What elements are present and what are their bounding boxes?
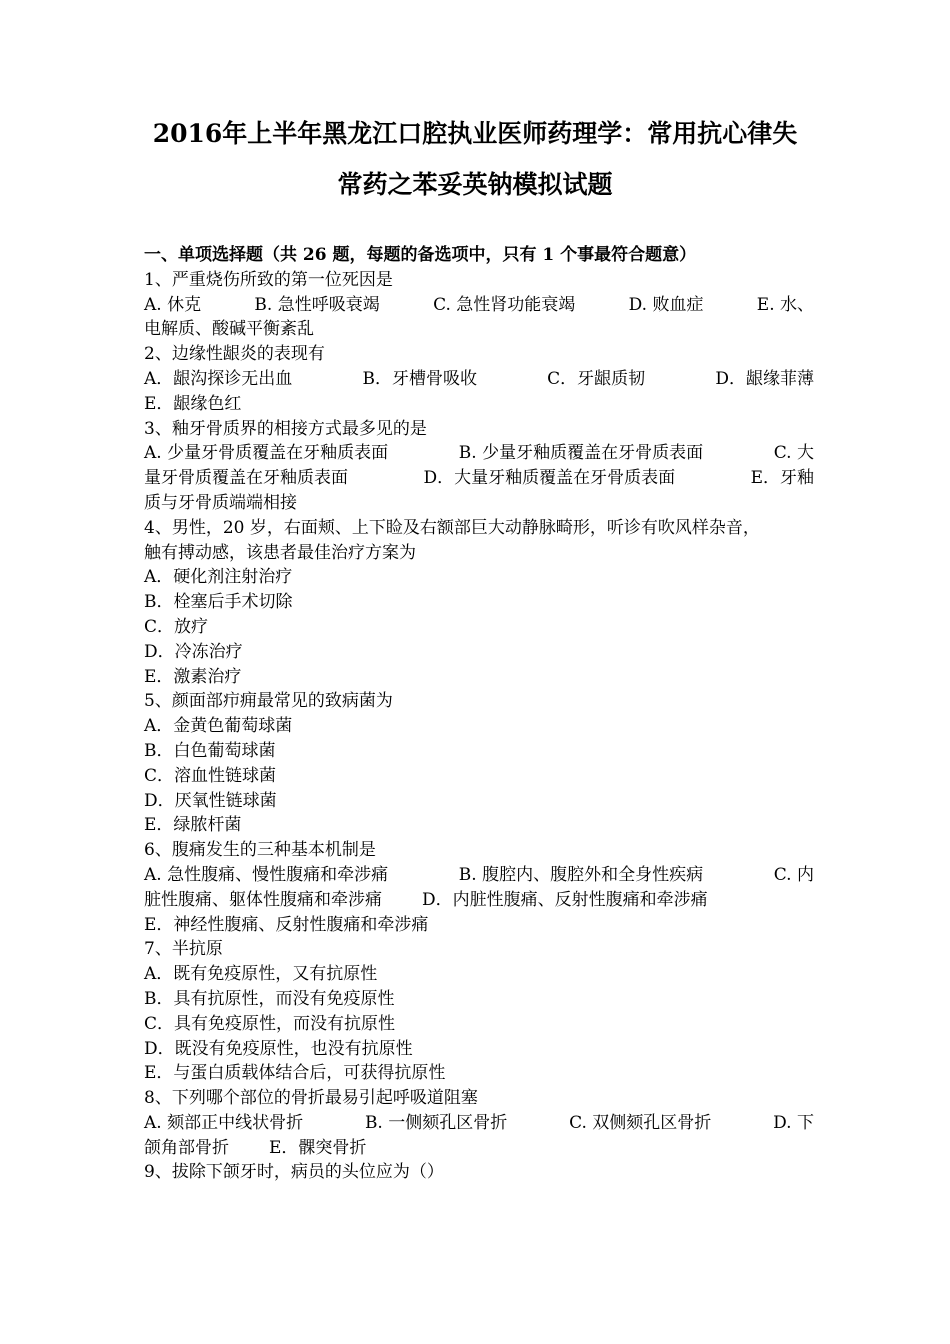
question-6-options-cont [144,888,814,913]
question-6-stem: 6、腹痛发生的三种基本机制是 [144,840,376,861]
option-a: A. 急性腹痛、慢性腹痛和牵涉痛 [144,864,389,885]
option-c: C. 内 [773,864,814,885]
option-d: D．冷冻治疗 [144,641,243,662]
document-title-line1: 2016年上半年黑龙江口腔执业医师药理学：常用抗心律失 [152,119,798,148]
option-b: B. 急性呼吸衰竭 [254,294,380,315]
question-1-stem: 1、严重烧伤所致的第一位死因是 [144,269,393,290]
option-b: B．栓塞后手术切除 [144,592,293,613]
question-1-options-cont: 电解质、酸碱平衡紊乱 [144,319,314,340]
option-b: B. 一侧颏孔区骨折 [364,1112,508,1133]
option-e: E．绿脓杆菌 [144,815,242,836]
document-title-line2: 常药之苯妥英钠模拟试题 [337,170,613,199]
option-c: C．放疗 [144,616,209,637]
option-e: E．龈缘色红 [144,393,242,414]
option-d: D．内脏性腹痛、反射性腹痛和牵涉痛 [422,889,708,910]
question-3-options-cont [144,466,814,491]
option-b: B. 腹腔内、腹腔外和全身性疾病 [458,864,704,885]
question-7-stem: 7、半抗原 [144,939,223,960]
option-c: C. 急性肾功能衰竭 [433,294,576,315]
option-c: C．牙龈质韧 [547,368,646,389]
question-2-options [144,367,814,392]
option-a: A．硬化剂注射治疗 [144,567,293,588]
option-c: C. 双侧颏孔区骨折 [569,1112,712,1133]
option-c: C．溶血性链球菌 [144,765,277,786]
question-2-stem: 2、边缘性龈炎的表现有 [144,344,325,365]
option-e: E．与蛋白质载体结合后，可获得抗原性 [144,1063,446,1084]
question-1-options [144,293,814,318]
question-3-stem: 3、釉牙骨质界的相接方式最多见的是 [144,418,427,439]
document-body [144,243,814,1185]
option-e: E．牙釉 [750,468,814,489]
option-a: A．龈沟探诊无出血 [144,368,293,389]
question-9-stem: 9、拔除下颌牙时，病员的头位应为（） [144,1162,444,1183]
option-a: A. 休克 [144,294,202,315]
option-b: B．具有抗原性，而没有免疫原性 [144,988,395,1009]
option-b: B．牙槽骨吸收 [362,368,477,389]
question-8-stem: 8、下列哪个部位的骨折最易引起呼吸道阻塞 [144,1088,478,1109]
question-3-options [144,441,814,466]
option-c: C. 大 [773,443,814,464]
option-d: D. 下 [773,1112,814,1133]
option-e-cont: 质与牙骨质端端相接 [144,492,297,513]
option-b: B. 少量牙釉质覆盖在牙骨质表面 [458,443,704,464]
option-a: A. 颏部正中线状骨折 [144,1112,304,1133]
option-a: A. 少量牙骨质覆盖在牙釉质表面 [144,443,389,464]
question-5-stem: 5、颜面部疖痈最常见的致病菌为 [144,691,393,712]
section-heading: 一、单项选择题（共 26 题，每题的备选项中，只有 1 个事最符合题意） [144,245,697,265]
option-d: D．既没有免疫原性，也没有抗原性 [144,1038,413,1059]
option-e: E．神经性腹痛、反射性腹痛和牵涉痛 [144,914,429,935]
option-e: E．激素治疗 [144,666,242,687]
question-8-options [144,1111,814,1136]
question-8-options-cont [144,1136,814,1161]
option-c: C．具有免疫原性，而没有抗原性 [144,1013,396,1034]
option-e: E．髁突骨折 [269,1137,367,1158]
option-a: A．金黄色葡萄球菌 [144,716,293,737]
option-c-cont: 脏性腹痛、躯体性腹痛和牵涉痛 [144,889,382,910]
option-d: D．大量牙釉质覆盖在牙骨质表面 [423,468,676,489]
option-b: B．白色葡萄球菌 [144,740,276,761]
option-d: D．厌氧性链球菌 [144,790,277,811]
question-4-stem-cont: 触有搏动感，该患者最佳治疗方案为 [144,542,416,563]
option-d-cont: 颌角部骨折 [144,1137,229,1158]
option-d: D. 败血症 [628,294,704,315]
question-6-options [144,863,814,888]
option-e: E. 水、 [756,294,814,315]
option-c-cont: 量牙骨质覆盖在牙釉质表面 [144,468,348,489]
question-4-stem: 4、男性，20 岁，右面颊、上下睑及右额部巨大动静脉畸形，听诊有吹风样杂音， [144,517,760,538]
option-d: D．龈缘菲薄 [715,368,814,389]
option-a: A．既有免疫原性，又有抗原性 [144,964,378,985]
